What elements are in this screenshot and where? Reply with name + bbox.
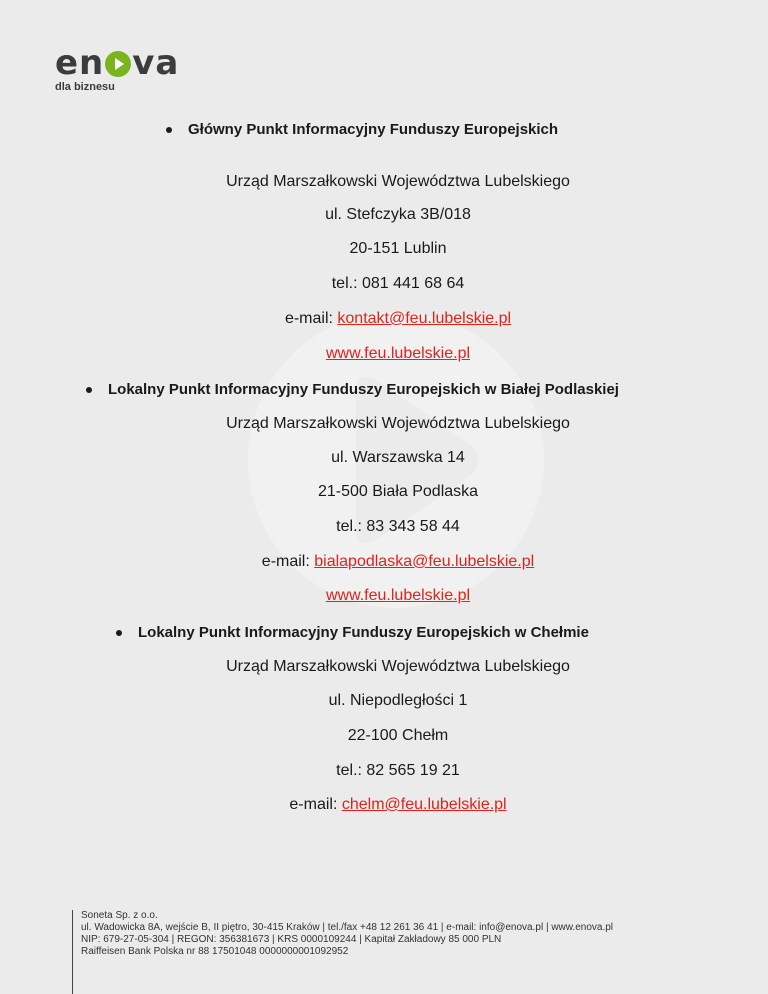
play-circle-icon	[105, 51, 131, 77]
enova-logo	[55, 43, 180, 93]
section-heading	[116, 624, 589, 641]
street-address: ul. Warszawska 14	[331, 449, 465, 466]
postal-city: 22-100 Chełm	[347, 727, 449, 744]
website-link[interactable]: www.feu.lubelskie.pl	[325, 587, 471, 604]
section-heading-text: Lokalny Punkt Informacyjny Funduszy Europejskich w Białej Podlaskiej	[108, 381, 619, 398]
email-link[interactable]: chelm@feu.lubelskie.pl	[341, 796, 507, 813]
postal-city: 21-500 Biała Podlaska	[317, 483, 479, 500]
email-line	[0, 310, 768, 328]
phone: tel.: 081 441 68 64	[331, 275, 465, 292]
company-footer	[72, 910, 613, 994]
footer-registry: NIP: 679-27-05-304 | REGON: 356381673 | KRS 0000109244 | Kapitał Zakładowy 85 000 PLN	[81, 934, 502, 945]
email-line	[0, 796, 768, 814]
bullet-icon	[86, 387, 92, 393]
street-address: ul. Niepodległości 1	[328, 692, 468, 709]
footer-address: ul. Wadowicka 8A, wejście B, II piętro, 30-415 Kraków | tel./fax +48 12 261 36 41 | e-mail: info@enova.pl | www.enova.pl	[81, 922, 614, 933]
website-link[interactable]: www.feu.lubelskie.pl	[325, 345, 471, 362]
website-line	[0, 587, 768, 605]
email-link[interactable]: kontakt@feu.lubelskie.pl	[337, 310, 512, 327]
footer-company: Soneta Sp. z o.o.	[81, 910, 158, 921]
org-name: Urząd Marszałkowski Województwa Lubelskiego	[226, 415, 570, 432]
bullet-icon	[116, 630, 122, 636]
section-heading-text: Główny Punkt Informacyjny Funduszy Europejskich	[188, 121, 559, 138]
logo-tagline: dla biznesu	[55, 81, 115, 93]
email-link[interactable]: bialapodlaska@feu.lubelskie.pl	[314, 553, 535, 570]
org-name: Urząd Marszałkowski Województwa Lubelskiego	[226, 658, 570, 675]
phone: tel.: 82 565 19 21	[336, 762, 460, 779]
street-address: ul. Stefczyka 3B/018	[325, 206, 471, 223]
logo-wordmark	[55, 43, 180, 83]
website-line	[0, 345, 768, 363]
postal-city: 20-151 Lublin	[349, 240, 447, 257]
logo-wordmark-right: va	[132, 43, 180, 83]
email-line	[0, 553, 768, 571]
email-label: e-mail:	[261, 553, 315, 570]
org-name: Urząd Marszałkowski Województwa Lubelskiego	[226, 173, 570, 190]
phone: tel.: 83 343 58 44	[336, 518, 460, 535]
bullet-icon	[166, 127, 172, 133]
footer-bank: Raiffeisen Bank Polska nr 88 17501048 0000000001092952	[81, 946, 349, 957]
section-heading	[86, 381, 619, 398]
logo-wordmark-left: en	[55, 43, 105, 83]
email-label: e-mail:	[289, 796, 342, 813]
section-heading-text: Lokalny Punkt Informacyjny Funduszy Europejskich w Chełmie	[138, 624, 589, 641]
section-heading	[166, 121, 558, 138]
email-label: e-mail:	[284, 310, 338, 327]
